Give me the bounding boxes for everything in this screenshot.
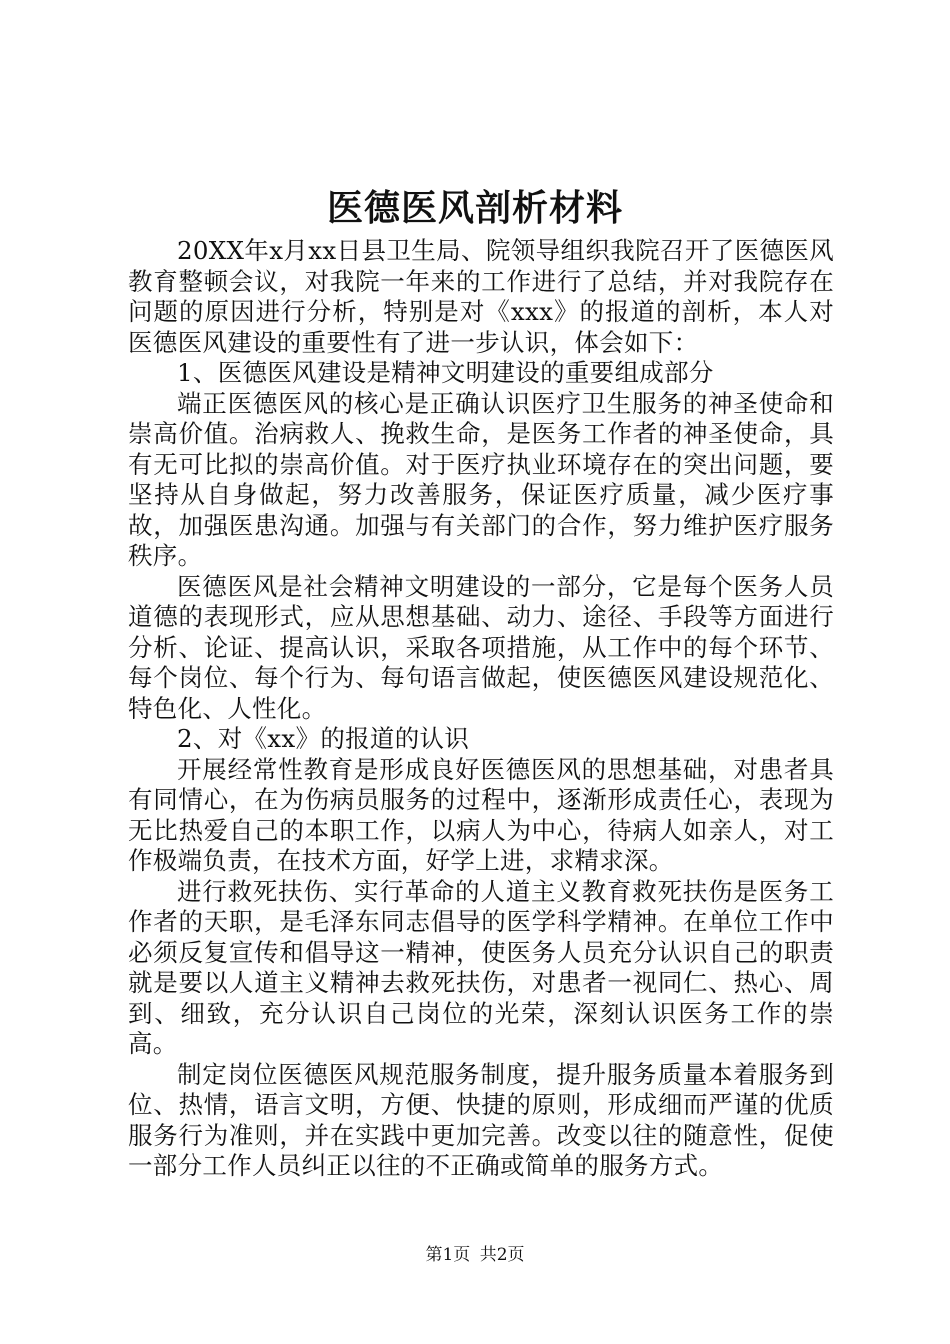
document-title: 医德医风剖析材料 xyxy=(326,187,623,229)
page-total: 共2页 xyxy=(479,1245,525,1265)
section-2-paragraph-3: 制定岗位医德医风规范服务制度，提升服务质量本着服务到位、热情，语言文明，方便、快捷的原则，形成细而严谨的优质服务行为准则，并在实践中更加完善。改变以往的随意性，促使一部分工作人员纠正以往的不正确或简单的服务方式。 xyxy=(128,1059,834,1180)
section-2-paragraph-2: 进行救死扶伤、实行革命的人道主义教育救死扶伤是医务工作者的天职，是毛泽东同志倡导的医学科学精神。在单位工作中必须反复宣传和倡导这一精神，使医务人员充分认识自己的职责就是要以人道主义精神去救死扶伤，对患者一视同仁、热心、周到、细致，充分认识自己岗位的光荣，深刻认识医务工作的崇高。 xyxy=(128,876,834,1058)
section-2-heading: 2、对《xx》的报道的认识 xyxy=(177,724,470,753)
document-body xyxy=(128,236,834,1182)
section-1-paragraph-2: 医德医风是社会精神文明建设的一部分，它是每个医务人员道德的表现形式，应从思想基础、动力、途径、手段等方面进行分析、论证、提高认识，采取各项措施，从工作中的每个环节、每个岗位、每个行为、每句语言做起，使医德医风建设规范化、特色化、人性化。 xyxy=(128,571,834,723)
page-number: 第1页 xyxy=(425,1245,471,1265)
section-2-paragraph-1: 开展经常性教育是形成良好医德医风的思想基础，对患者具有同情心，在为伤病员服务的过程中，逐渐形成责任心，表现为无比热爱自己的本职工作，以病人为中心，待病人如亲人，对工作极端负责，在技术方面，好学上进，求精求深。 xyxy=(128,754,834,875)
section-1-paragraph-1: 端正医德医风的核心是正确认识医疗卫生服务的神圣使命和崇高价值。治病救人、挽救生命，是医务工作者的神圣使命，具有无可比拟的崇高价值。对于医疗执业环境存在的突出问题，要坚持从自身做起，努力改善服务，保证医疗质量，减少医疗事故，加强医患沟通。加强与有关部门的合作，努力维护医疗服务秩序。 xyxy=(128,388,834,570)
intro-paragraph: 20XX年x月xx日县卫生局、院领导组织我院召开了医德医风教育整顿会议，对我院一年来的工作进行了总结，并对我院存在问题的原因进行分析，特别是对《xxx》的报道的剖析，本人对医德医风建设的重要性有了进一步认识，体会如下： xyxy=(128,236,834,357)
page-footer xyxy=(0,1244,950,1266)
section-1-heading: 1、医德医风建设是精神文明建设的重要组成部分 xyxy=(177,358,714,387)
